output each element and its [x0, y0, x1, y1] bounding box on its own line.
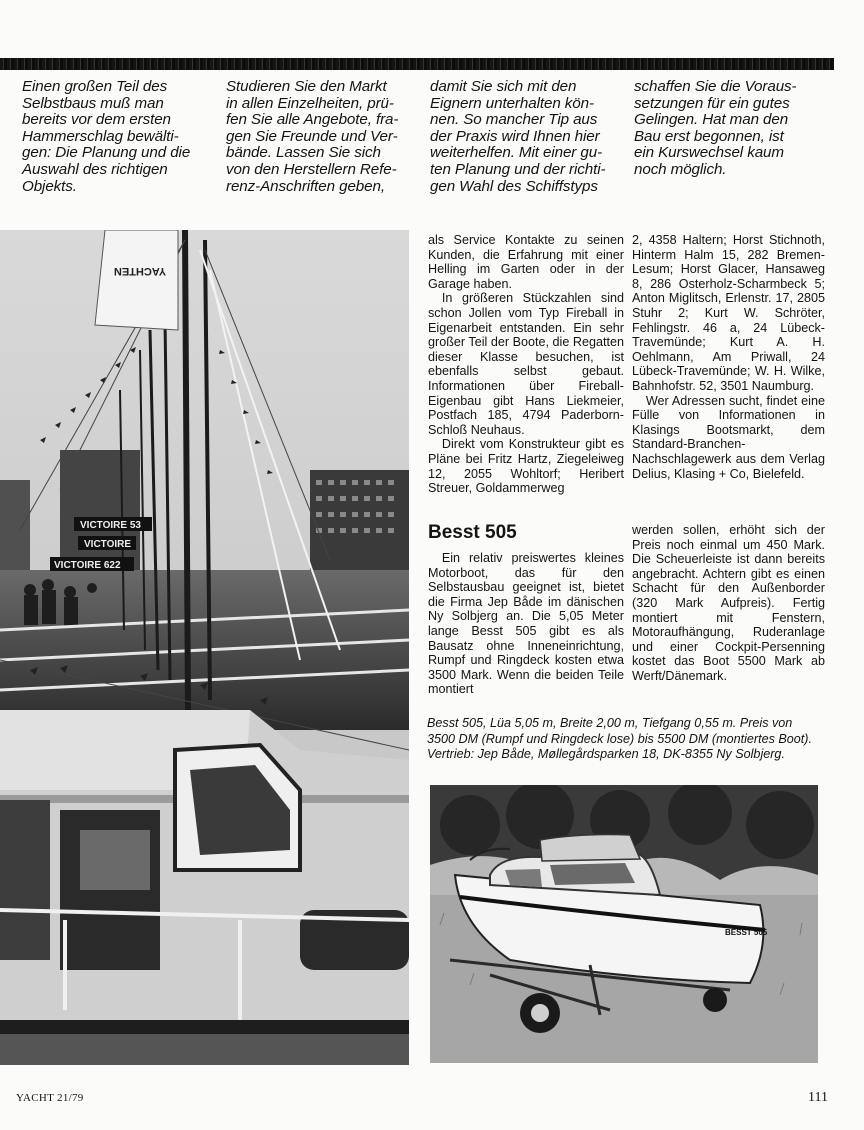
boat-photo — [430, 785, 818, 1063]
intro-col-1: Einen großen Teil des Selbstbaus muß man bereits vor dem ersten Hammerschlag bewälti- gen: Die Planung und die Auswahl des richtigen Objekts. — [22, 78, 191, 195]
top-rule — [0, 58, 834, 70]
page-number: 111 — [808, 1090, 828, 1105]
sign-victoire: VICTOIRE — [84, 539, 132, 550]
paragraph: Ein relativ preiswertes kleines Motorboot, das für den Selbstausbau geeignet ist, bietet die Firma Jep Både im dänischen Ny Solbjerg an. Die 5,05 Meter lange Besst 505 gibt es als Bausatz ohne Inneneinrichtung, Rumpf und Ringdeck kosten etwa 3500 Mark. Wenn die beiden Teile montiert — [428, 551, 624, 697]
paragraph: Wer Adressen sucht, findet eine Fülle von Informationen in Klasings Bootsmarkt, dem Standard-Branchen-Nachschlagewerk aus dem Verlag Delius, Klasing + Co, Bielefeld. — [632, 393, 825, 481]
flag-label: YACHTEN — [113, 265, 167, 277]
paragraph: werden sollen, erhöht sich der Preis noch einmal um 450 Mark. Die Scheuerleiste ist dann bereits angebracht. Achtern gibt es einen Schacht für den Außenborder (320 Mark Aufpreis). Fertig montiert mit Fenstern, Motoraufhängung, Ruderanlage und einer Cockpit-Persenning kostet das Boot 5500 Mark ab Werft/Dänemark. — [632, 523, 825, 683]
text-column-3-bottom — [428, 551, 624, 697]
sign-victoire-622: VICTOIRE 622 — [54, 560, 121, 571]
text-column-4-top — [632, 233, 825, 481]
magazine-issue: YACHT 21/79 — [16, 1092, 84, 1104]
text-column-4-bottom — [632, 523, 825, 684]
intro-col-4: schaffen Sie die Voraus- setzungen für ein gutes Gelingen. Hat man den Bau erst begonnen, ist ein Kurswechsel kaum noch möglich. — [634, 78, 797, 178]
intro-col-2: Studieren Sie den Markt in allen Einzelheiten, prü- fen Sie alle Angebote, fra- gen Sie Freunde und Ver- bände. Lassen Sie sich von den Herstellern Refe- renz-Anschriften geben, — [226, 78, 399, 195]
section-heading: Besst 505 — [428, 522, 517, 543]
paragraph: Direkt vom Konstrukteur gibt es Pläne bei Fritz Hartz, Ziegeleiweg 12, 2055 Wohltorf; Heribert Streuer, Goldammerweg — [428, 437, 624, 496]
photo-caption: Besst 505, Lüa 5,05 m, Breite 2,00 m, Tiefgang 0,55 m. Preis von 3500 DM (Rumpf und Ringdeck lose) bis 5500 DM (montiertes Boot). Vertrieb: Jep Både, Møllegårdsparken 18, DK-8355 Ny Solbjerg. — [427, 716, 812, 762]
sign-victoire-53: VICTOIRE 53 — [80, 520, 141, 531]
paragraph: In größeren Stückzahlen sind schon Jollen vom Typ Fireball in Eigenarbeit entstanden. Ein sehr großer Teil der Boote, die Regatten dieser Klasse besuchen, ist ebenfalls selbst gebaut. Informationen über Fireball-Eigenbau gibt Hans Liekmeier, Postfach 185, 4794 Paderborn-Schloß Neuhaus. — [428, 291, 624, 437]
harbor-photo — [0, 230, 409, 1065]
paragraph: als Service Kontakte zu seinen Kunden, die Erfahrung mit einer Helling im Garten oder in der Garage haben. — [428, 233, 624, 291]
text-column-3-top — [428, 233, 624, 496]
intro-col-3: damit Sie sich mit den Eignern unterhalten kön- nen. So mancher Tip aus der Praxis wird Ihnen hier weiterhelfen. Mit einer gu- ten Planung und der richti- gen Wahl des Schiffstyps — [430, 78, 606, 195]
hull-name: BESST 505 — [725, 928, 768, 937]
paragraph: 2, 4358 Haltern; Horst Stichnoth, Hinterm Halm 15, 282 Bremen-Lesum; Horst Glacer, Hansaweg 8, 286 Osterholz-Scharmbeck 5; Anton Miglitsch, Erlenstr. 17, 2805 Stuhr 2; Kurt W. Schröter, Fehlingstr. 46 a, 24 Lübeck-Travemünde; Kurt A. H. Oehlmann, Am Priwall, 24 Lübeck-Travemünde; W. H. Wilke, Bahnhofstr. 52, 3501 Naumburg. — [632, 233, 825, 393]
